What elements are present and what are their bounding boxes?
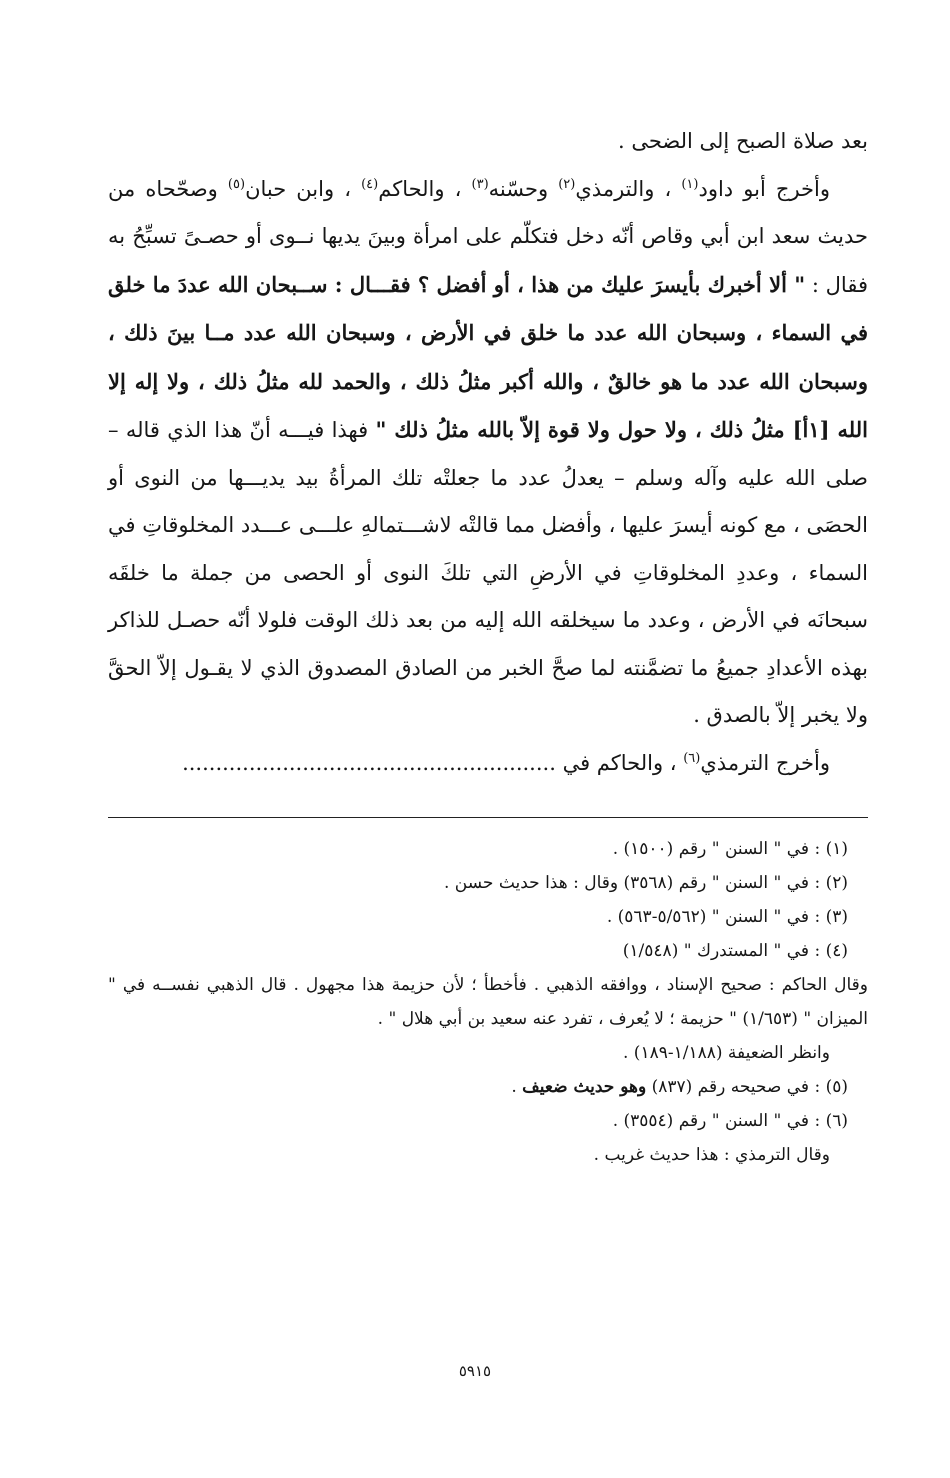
para-text-5: ، وابن حبان bbox=[245, 176, 362, 201]
footnote-5 bbox=[108, 1070, 868, 1104]
document-page bbox=[108, 118, 868, 1438]
para-text-7: فهذا فيـــه أنّ هذا الذي قاله – صلى الله عليه وآله وسلم – يعدلُ عدد ما جعلتْه تلك المرأةُ بيد يديـــها من النوى أو الحصَى ، مع كونه أيسرَ عليها ، وأفضل مما قالتْه لاشـــتمالهِ علـــى عـــدد المخلوقاتِ في السماء ، وعددِ المخلوقاتِ في الأرضِ التي تلكَ النوى أو الحصى من جملة ما خلقَه سبحانَه في الأرض ، وعدد ما سيخلقه الله إليه من بعد ذلك الوقت فلولا أنّه حصـل للذاكر بهذه الأعدادِ جميعُ ما تضمَّنته لما صحَّ الخبر من الصادق المصدوق الذي لا يقـول إلاّ الحقَّ ولا يخبر إلاّ بالصدق . bbox=[108, 418, 868, 727]
hadith-quote: " ألا أخبرك بأيسرَ عليك من هذا ، أو أفضل ؟ فقـــال : ســبحان الله عددَ ما خلق في السماء ، وسبحان الله عدد ما خلق في الأرض ، وسبحان الله عدد مــا بينَ ذلك ، وسبحان الله عدد ما هو خالقٌ ، والله أكبر مثلُ ذلك ، والحمد لله مثلُ ذلك ، ولا إله إلا الله [١أ] مثلُ ذلك ، ولا حول ولا قوة إلاّ بالله مثلُ ذلك " bbox=[108, 271, 868, 442]
footnote-1: (١) : في " السنن " رقم (١٥٠٠) . bbox=[612, 839, 848, 859]
footnote-ref-6: (٦) bbox=[683, 750, 701, 766]
para-text-3: وحسّنه bbox=[488, 176, 559, 201]
footnote-separator bbox=[108, 817, 868, 818]
last-line-text-1: وأخرج الترمذي bbox=[700, 750, 830, 775]
hadith-paragraph bbox=[108, 166, 868, 740]
footnote-6-comment: وقال الترمذي : هذا حديث غريب . bbox=[593, 1145, 830, 1165]
para-text-2: ، والترمذي bbox=[575, 176, 682, 201]
para-text-6: وصحّحاه من حديث سعد ابن أبي وقاص أنّه دخل فتكلّم على امرأة وبينَ يديها نــوى أو حصـىً تسبِّحُ به فقال : bbox=[108, 176, 868, 297]
footnote-4-comment: وقال الحاكم : صحيح الإسناد ، ووافقه الذهبي . فأخطأ ؛ لأن حزيمة هذا مجهول . قال الذهبي نفســه في " الميزان " (١/٦٥٣) " حزيمة ؛ لا يُعرف ، تفرد عنه سعيد بن أبي هلال " . bbox=[108, 975, 868, 1029]
last-line bbox=[108, 740, 868, 788]
first-line: بعد صلاة الصبح إلى الضحى . bbox=[618, 129, 868, 153]
footnote-ref-3: (٣) bbox=[471, 176, 489, 192]
footnote-5-text: (٥) : في صحيحه رقم (٨٣٧) bbox=[646, 1077, 848, 1097]
main-text bbox=[108, 118, 868, 787]
dotted-leader: ........................................................ bbox=[182, 750, 556, 775]
footnote-5-verdict: وهو حديث ضعيف bbox=[522, 1077, 647, 1097]
footnote-4: (٤) : في " المستدرك " (١/٥٤٨) bbox=[622, 941, 848, 961]
footnote-5-end: . bbox=[511, 1077, 523, 1097]
footnote-2: (٢) : في " السنن " رقم (٣٥٦٨) وقال : هذا حديث حسن . bbox=[444, 873, 848, 893]
footnote-3: (٣) : في " السنن " (٥/٥٦٢-٥٦٣) . bbox=[606, 907, 848, 927]
footnote-ref-5: (٥) bbox=[227, 176, 246, 192]
para-text-1: وأخرج أبو داود bbox=[698, 176, 830, 201]
page-number: ٥٩١٥ bbox=[458, 1362, 492, 1380]
footnote-4-see-also: وانظر الضعيفة (١/١٨٨-١٨٩) . bbox=[623, 1043, 830, 1063]
para-text-4: ، والحاكم bbox=[378, 176, 472, 201]
footnote-ref-4: (٤) bbox=[361, 176, 379, 192]
footnote-6: (٦) : في " السنن " رقم (٣٥٥٤) . bbox=[612, 1111, 848, 1131]
footnote-ref-2: (٢) bbox=[558, 176, 576, 192]
footnote-ref-1: (١) bbox=[681, 176, 699, 192]
last-line-text-2: ، والحاكم في bbox=[555, 750, 684, 775]
footnotes bbox=[108, 832, 868, 1172]
